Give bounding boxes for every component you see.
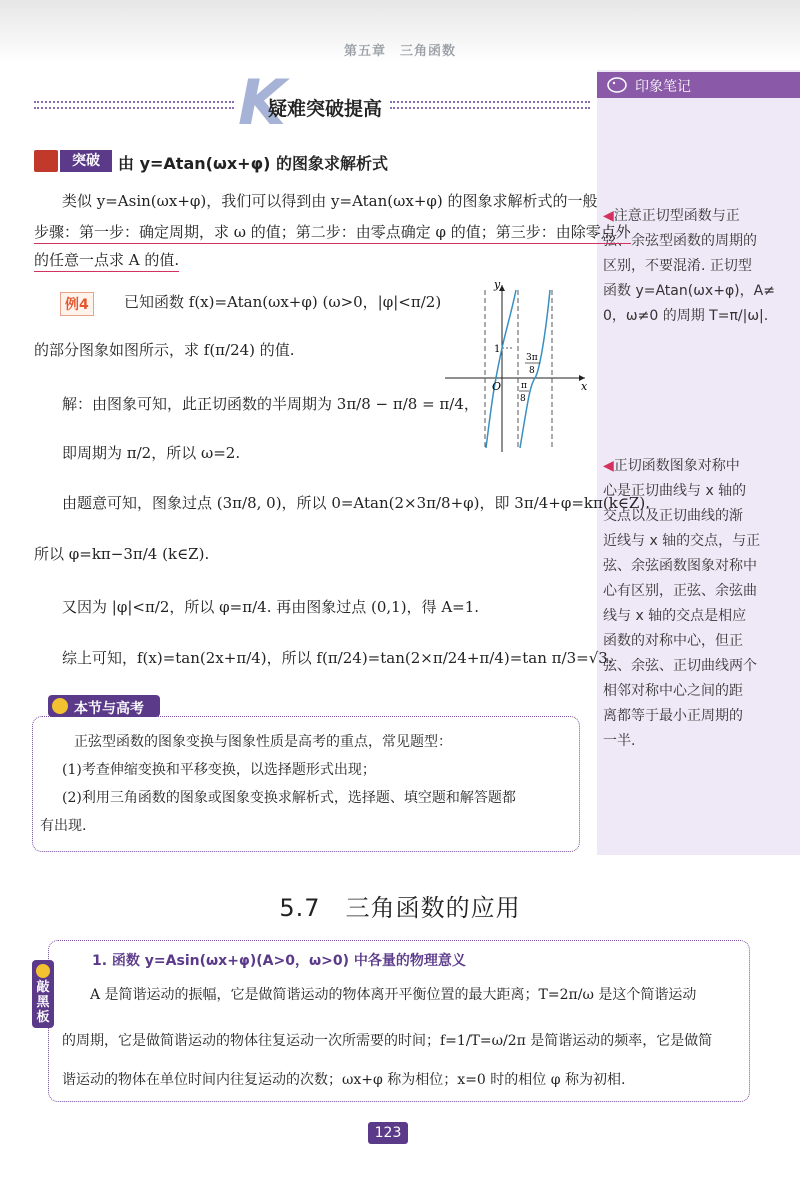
note2-line: 弦、余弦、正切曲线两个 — [603, 658, 757, 674]
note1-line: 函数 y=Atan(ωx+φ)，A≠ — [603, 283, 775, 299]
x-label: x — [581, 380, 588, 393]
knowledge-title: 1. 函数 y=Asin(ωx+φ)(A>0，ω>0) 中各量的物理意义 — [92, 953, 466, 969]
example-tag: 例4 — [60, 292, 94, 316]
solution-line-3: 由题意可知，图象过点 (3π/8, 0)，所以 0=Atan(2×3π/8+φ)，即 3π/4+φ=kπ(k∈Z). — [62, 494, 650, 512]
note2-line: 交点以及正切曲线的渐 — [603, 508, 743, 524]
label-pi8-den: 8 — [520, 394, 526, 404]
intro-line-1: 类似 y=Asin(ωx+φ)，我们可以得到由 y=Atan(ωx+φ) 的图象求解析式的一般 — [62, 192, 598, 210]
note1-line: ◀注意正切型函数与正 — [603, 208, 740, 224]
gaokao-tab — [48, 695, 160, 717]
note2-line: 函数的对称中心，但正 — [603, 633, 743, 649]
note1-line: 0，ω≠0 的周期 T=π/|ω|. — [603, 308, 769, 324]
label-3pi8-den: 8 — [529, 366, 535, 376]
gaokao-line-3: (2)利用三角函数的图象或图象变换求解析式，选择题、填空题和解答题都 — [62, 790, 516, 806]
note2-line: 近线与 x 轴的交点，与正 — [603, 533, 761, 549]
y-label: y — [494, 280, 501, 291]
label-3pi8-num: 3π — [526, 353, 538, 363]
section-title: 5.7 三角函数的应用 — [279, 894, 521, 922]
note2-line: ◀正切函数图象对称中 — [603, 458, 740, 474]
knowledge-line-3: 谐运动的物体在单位时间内往复运动的次数；ωx+φ 称为相位；x=0 时的相位 φ 称为初相. — [62, 1072, 626, 1088]
note1-line: 区别，不要混淆. 正切型 — [603, 258, 752, 274]
banner-dotline-left — [34, 101, 234, 103]
note2-line: 一半. — [603, 733, 636, 749]
knowledge-line-2: 的周期，它是做简谐运动的物体往复运动一次所需要的时间；f=1/T=ω/2π 是简谐运动的频率，它是做简 — [62, 1033, 713, 1049]
sidebar-tab — [597, 72, 800, 98]
gaokao-line-1: 正弦型函数的图象变换与图象性质是高考的重点，常见题型： — [74, 734, 452, 750]
banner-dotline-left — [34, 107, 234, 109]
note2-line: 弦、余弦函数图象对称中 — [603, 558, 757, 574]
tupo-label: 突破 — [60, 150, 112, 172]
label-pi8-num: π — [521, 381, 527, 391]
gaokao-line-2: (1)考查伸缩变换和平移变换，以选择题形式出现； — [62, 762, 376, 778]
tupo-badge — [34, 150, 114, 172]
example-line-2: 的部分图象如图所示，求 f(π/24) 的值. — [34, 341, 295, 359]
note2-line: 相邻对称中心之间的距 — [603, 683, 743, 699]
banner-dotline-right — [390, 107, 590, 109]
chapter-title: 第五章 三角函数 — [343, 44, 456, 59]
qiaoheiban-tab — [32, 960, 54, 1028]
qiaoheiban-label: 敲黑板 — [36, 980, 50, 1025]
book-icon — [34, 150, 58, 172]
solution-line-4: 所以 φ=kπ−3π/4 (k∈Z). — [34, 545, 210, 563]
solution-line-2: 即周期为 π/2，所以 ω=2. — [62, 444, 241, 462]
tangent-branch-1 — [486, 290, 516, 448]
note2-line: 线与 x 轴的交点是相应 — [603, 608, 747, 624]
banner-k-letter: K — [238, 66, 287, 139]
tangent-branch-2 — [520, 290, 550, 448]
bulb-icon — [52, 698, 68, 714]
intro-line-3: 的任意一点求 A 的值. — [34, 253, 179, 272]
bulb-icon — [36, 964, 50, 978]
solution-line-1: 解：由图象可知，此正切函数的半周期为 3π/8 − π/8 = π/4， — [62, 395, 479, 413]
note2-line: 心有区别，正弦、余弦曲 — [603, 583, 757, 599]
tupo-title: 由 y=Atan(ωx+φ) 的图象求解析式 — [118, 154, 388, 173]
note2-line: 心是正切曲线与 x 轴的 — [603, 483, 747, 499]
tangent-graph — [440, 280, 590, 455]
note1-line: 弦、余弦型函数的周期的 — [603, 233, 757, 249]
sidebar-tab-label: 印象笔记 — [635, 79, 691, 95]
origin-label: O — [492, 380, 502, 393]
elephant-icon — [605, 75, 629, 95]
gaokao-tab-label: 本节与高考 — [74, 701, 144, 717]
pointer-icon: ◀ — [603, 458, 614, 474]
banner-title: 疑难突破提高 — [268, 98, 383, 120]
knowledge-line-1: A 是简谐运动的振幅，它是做简谐运动的物体离开平衡位置的最大距离；T=2π/ω 是这个简谐运动 — [90, 987, 697, 1003]
solution-line-6: 综上可知，f(x)=tan(2x+π/4)，所以 f(π/24)=tan(2×π/24+π/4)=tan π/3=√3. — [62, 649, 613, 667]
intro-line-2: 步骤：第一步：确定周期，求 ω 的值；第二步：由零点确定 φ 的值；第三步：由除零点外 — [34, 225, 631, 244]
one-label: 1 — [494, 344, 501, 355]
page-number: 123 — [368, 1122, 408, 1144]
note2-line: 离都等于最小正周期的 — [603, 708, 743, 724]
banner-dotline-right — [390, 101, 590, 103]
gaokao-line-4: 有出现. — [40, 818, 87, 834]
solution-line-5: 又因为 |φ|<π/2，所以 φ=π/4. 再由图象过点 (0,1)，得 A=1. — [62, 598, 480, 616]
pointer-icon: ◀ — [603, 208, 614, 224]
example-line-1: 已知函数 f(x)=Atan(ωx+φ) (ω>0，|φ|<π/2) — [124, 293, 442, 311]
